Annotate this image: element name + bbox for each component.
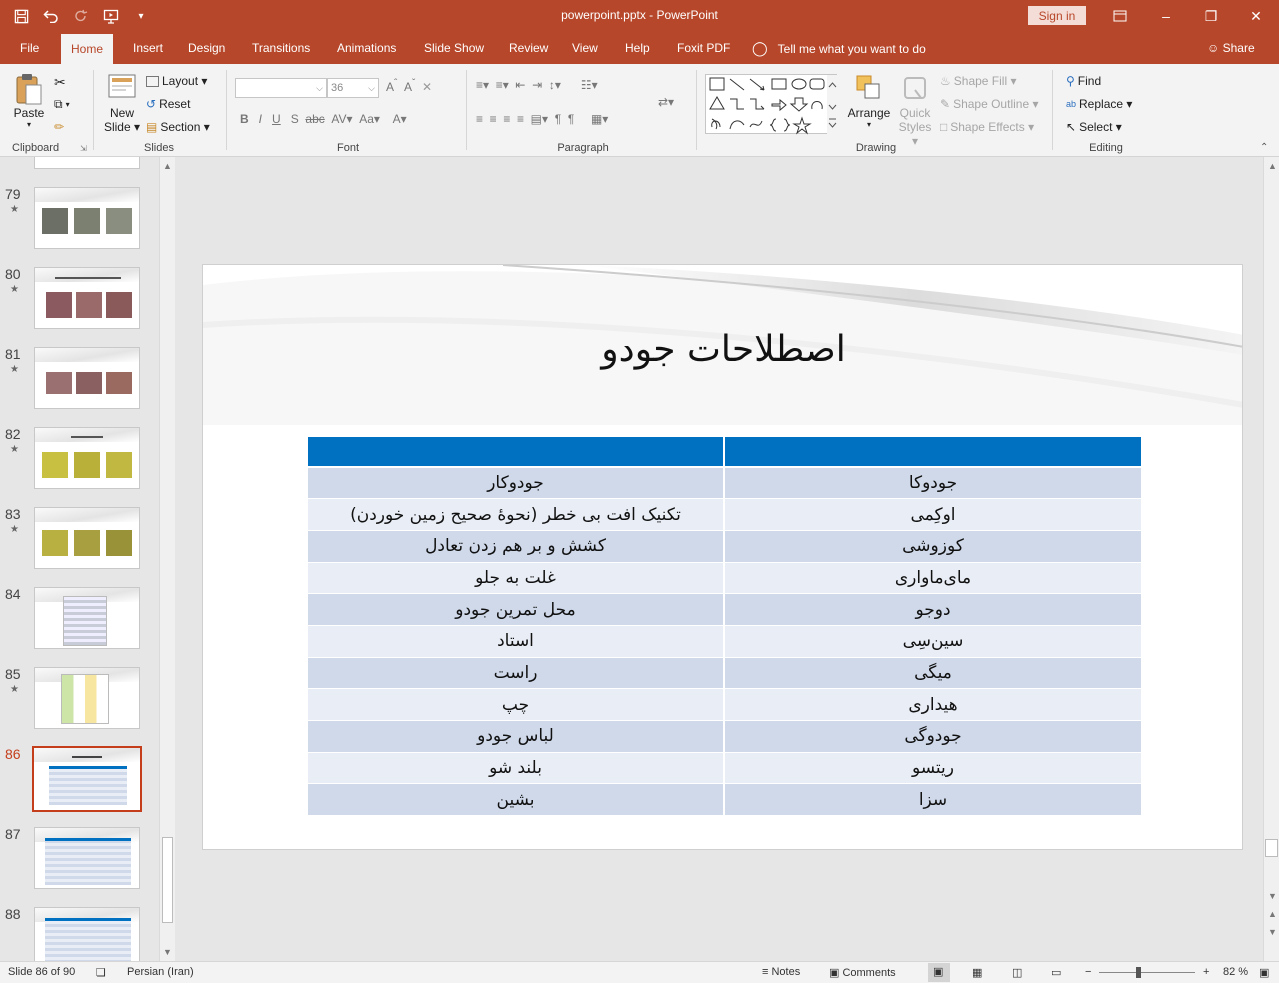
zoom-level[interactable]: 82 % (1223, 966, 1249, 978)
slide-title[interactable]: اصطلاحات جودو (601, 329, 846, 370)
shape-outline-button[interactable] (940, 97, 1038, 111)
normal-view-button[interactable] (928, 963, 950, 982)
restore-button[interactable]: ❐ (1204, 7, 1218, 24)
slide-count: Slide 86 of 90 (8, 966, 76, 978)
search-icon: ⚲ (1066, 74, 1075, 88)
title-bar (0, 0, 1279, 32)
comment-icon: ▣ (829, 967, 843, 979)
drawing-group (700, 68, 1052, 156)
zoom-slider-handle[interactable] (1136, 967, 1141, 978)
tell-me-search[interactable] (752, 32, 926, 64)
slide-thumbnail[interactable] (34, 587, 140, 649)
table-row (307, 657, 1141, 689)
tab-help[interactable]: Help (625, 41, 650, 55)
photo (74, 530, 100, 556)
section-button[interactable] (146, 120, 210, 134)
reset-icon: ↺ (146, 97, 157, 111)
arrange-label: Arrange (847, 106, 891, 120)
lightbulb-icon: ◯ (752, 40, 768, 56)
slide-number: 80 (5, 266, 21, 282)
slides-group-label: Slides (144, 142, 174, 154)
slide-show-view-icon[interactable]: ▭ (1051, 967, 1062, 979)
tab-insert[interactable]: Insert (133, 41, 164, 55)
spell-check-icon[interactable]: ❏ (96, 967, 106, 979)
photo (76, 292, 102, 318)
scroll-up-icon[interactable]: ▲ (163, 161, 172, 171)
paragraph-group-label: Paragraph (557, 142, 609, 154)
photo (106, 452, 132, 478)
alignment-buttons[interactable]: ≡ ≡ ≡ ≡ ▤▾ ¶ ¶ ▦▾ (476, 112, 609, 126)
close-button[interactable]: ✕ (1250, 7, 1262, 24)
ribbon-home (0, 64, 1279, 157)
term-cell[interactable]: سین‌سِی (724, 625, 1141, 657)
status-bar (0, 961, 1279, 983)
layout-button[interactable] (146, 74, 207, 88)
meaning-cell[interactable]: بلند شو (307, 752, 724, 784)
paste-dropdown-icon: ▾ (26, 120, 31, 129)
photo (42, 530, 68, 556)
slide-thumbnail-current[interactable] (32, 746, 142, 812)
language-indicator[interactable]: Persian (Iran) (127, 966, 194, 978)
term-cell[interactable]: جودوکا (724, 467, 1141, 499)
meaning-cell[interactable]: جودوکار (307, 467, 724, 499)
shape-effects-icon: □ (940, 120, 948, 134)
share-label: Share (1222, 41, 1255, 55)
table-row (307, 562, 1141, 594)
comments-button[interactable] (829, 966, 896, 979)
tab-transitions[interactable]: Transitions (252, 41, 311, 55)
notes-button[interactable] (762, 966, 800, 978)
table-row (307, 594, 1141, 626)
editing-group (1056, 68, 1156, 156)
term-cell[interactable]: کوزوشی (724, 530, 1141, 562)
slide-thumbnail[interactable] (34, 347, 140, 409)
sign-in-button[interactable]: Sign in (1028, 6, 1086, 25)
slide-number: 88 (5, 906, 21, 922)
meaning-cell[interactable]: محل تمرین جودو (307, 594, 724, 626)
photo (106, 530, 132, 556)
replace-button[interactable] (1066, 97, 1132, 111)
shape-fill-label: Shape Fill ▾ (953, 74, 1017, 88)
section-label: Section ▾ (160, 120, 210, 134)
photo (46, 372, 72, 394)
select-button[interactable] (1066, 120, 1122, 134)
clipboard-launcher-icon[interactable]: ⇲ (80, 144, 87, 153)
copy-button[interactable]: ⧉ ▾ (54, 97, 70, 111)
new-slide-button[interactable] (102, 72, 142, 134)
scroll-down-icon[interactable]: ▼ (1268, 891, 1277, 901)
zoom-slider-track[interactable] (1099, 972, 1195, 973)
find-button[interactable] (1066, 74, 1101, 88)
replace-icon: ab (1066, 99, 1077, 109)
font-name-combo[interactable]: ⌵ (235, 78, 327, 98)
ribbon-display-options-icon[interactable] (1097, 0, 1143, 32)
quick-styles-button[interactable] (894, 72, 936, 148)
paste-button[interactable] (8, 72, 50, 129)
term-cell[interactable]: جودوگی (724, 721, 1141, 753)
table-header-cell[interactable] (307, 437, 724, 467)
scrollbar-thumb[interactable] (1265, 839, 1278, 857)
shape-outline-label: Shape Outline ▾ (953, 97, 1039, 111)
vertical-scrollbar[interactable] (1263, 157, 1279, 961)
meaning-cell[interactable]: راست (307, 657, 724, 689)
photo (106, 372, 132, 394)
minimize-button[interactable]: – (1162, 8, 1170, 24)
slide-number: 87 (5, 826, 21, 842)
table-row (307, 499, 1141, 531)
reading-view-icon[interactable]: ◫ (1012, 967, 1023, 979)
meaning-cell[interactable]: استاد (307, 625, 724, 657)
new-slide-icon (106, 72, 138, 104)
reset-label: Reset (159, 97, 191, 111)
text-direction-buttons[interactable]: ⇄▾ (658, 95, 675, 109)
pen-icon: ✎ (940, 97, 951, 111)
slides-group (96, 68, 226, 156)
shape-effects-button[interactable] (940, 120, 1034, 134)
quick-styles-icon (899, 72, 931, 104)
slide-thumbnail[interactable] (34, 187, 140, 249)
arrange-button[interactable]: Arrange ▾ (846, 72, 892, 129)
term-cell[interactable]: مای‌ماواری (724, 562, 1141, 594)
animation-star-icon: ★ (10, 284, 19, 295)
slide-number: 79 (5, 186, 21, 202)
font-format-buttons[interactable]: B I U S abc AV▾ Aa▾ A▾ (240, 112, 407, 126)
meaning-cell[interactable]: کشش و بر هم زدن تعادل (307, 530, 724, 562)
table-row (307, 530, 1141, 562)
tab-view[interactable]: View (572, 41, 598, 55)
quick-styles-label-2: Styles ▾ (898, 120, 932, 148)
photo (46, 292, 72, 318)
slide-thumbnail-panel[interactable] (0, 157, 177, 961)
divider (93, 70, 94, 150)
tell-me-label: Tell me what you want to do (777, 42, 926, 56)
paint-bucket-icon: ♨ (940, 74, 951, 88)
term-cell[interactable]: هیداری (724, 689, 1141, 721)
divider (226, 70, 227, 150)
clipboard-group (0, 68, 93, 156)
table-row (307, 467, 1141, 499)
section-icon: ▤ (146, 120, 158, 134)
copy-icon: ⧉ (54, 97, 63, 111)
term-cell[interactable]: سزا (724, 784, 1141, 816)
meaning-cell[interactable]: بشین (307, 784, 724, 816)
tab-review[interactable]: Review (509, 41, 549, 55)
table-row (307, 689, 1141, 721)
slide-thumbnail[interactable] (34, 667, 140, 729)
term-cell[interactable]: ریتسو (724, 752, 1141, 784)
window-title: powerpoint.pptx - PowerPoint (561, 8, 718, 22)
previous-slide-icon[interactable]: ▲ (1268, 909, 1277, 919)
scroll-up-icon[interactable]: ▲ (1268, 161, 1277, 171)
ribbon-tabs (0, 32, 1279, 64)
slide-number: 81 (5, 346, 21, 362)
photo (42, 452, 68, 478)
animation-star-icon: ★ (10, 204, 19, 215)
clipboard-group-label: Clipboard (12, 142, 60, 154)
paragraph-group (470, 68, 696, 156)
slide-sorter-view-icon[interactable]: ▦ (972, 967, 983, 979)
slide-thumbnail[interactable] (34, 507, 140, 569)
replace-label: Replace ▾ (1079, 97, 1133, 111)
collapse-ribbon-icon[interactable]: ⌃ (1260, 142, 1269, 153)
font-group (230, 68, 466, 156)
animation-star-icon: ★ (10, 364, 19, 375)
animation-star-icon: ★ (10, 524, 19, 535)
normal-view-icon: ▣ (933, 966, 944, 978)
format-painter-button[interactable] (54, 120, 64, 134)
slide-number: 86 (5, 746, 21, 762)
meaning-cell[interactable]: چپ (307, 689, 724, 721)
table-row (307, 721, 1141, 753)
slide-number: 82 (5, 426, 21, 442)
slide-thumbnail[interactable] (34, 157, 140, 169)
find-label: Find (1077, 74, 1102, 88)
slide-thumbnail[interactable] (34, 427, 140, 489)
quick-styles-label: Quick (899, 106, 931, 120)
clipboard-icon (13, 72, 45, 104)
reset-button[interactable] (146, 97, 190, 111)
tab-design[interactable]: Design (188, 41, 226, 55)
slide-thumbnail[interactable] (34, 827, 140, 889)
photo (76, 372, 102, 394)
tab-foxit-pdf[interactable]: Foxit PDF (677, 41, 731, 55)
scrollbar-thumb[interactable] (162, 837, 173, 923)
tab-slide-show[interactable]: Slide Show (424, 41, 485, 55)
slide-number: 84 (5, 586, 21, 602)
new-slide-label: New (109, 106, 134, 120)
photo (106, 292, 132, 318)
divider (1052, 70, 1053, 150)
divider (696, 70, 697, 150)
scroll-down-icon[interactable]: ▼ (163, 947, 172, 957)
meaning-cell[interactable]: لباس جودو (307, 721, 724, 753)
table-header-cell[interactable] (724, 437, 1141, 467)
term-cell[interactable]: اوکِمی (724, 499, 1141, 531)
paste-label: Paste (13, 106, 45, 120)
arrange-icon (853, 72, 885, 104)
person-icon: ☺ (1207, 41, 1223, 55)
font-size-combo[interactable]: 36 ⌵ (327, 78, 379, 98)
slide-thumbnail[interactable] (34, 267, 140, 329)
shape-fill-button[interactable] (940, 74, 1016, 88)
scissors-icon: ✂ (54, 74, 66, 90)
animation-star-icon: ★ (10, 444, 19, 455)
paintbrush-icon: ✏ (54, 120, 65, 134)
fit-slide-icon[interactable]: ▣ (1259, 967, 1270, 979)
photo (74, 208, 100, 234)
table-row (307, 752, 1141, 784)
terms-table[interactable] (306, 437, 1141, 816)
list-buttons[interactable]: ≡▾ ≡▾ ⇤ ⇥ ↕▾ ☷▾ (476, 78, 598, 92)
zoom-out-button[interactable]: − (1085, 966, 1092, 978)
cursor-icon: ↖ (1066, 120, 1077, 134)
table-row (307, 625, 1141, 657)
font-size-value: 36 (331, 82, 344, 94)
font-group-label: Font (336, 142, 359, 154)
comments-label: Comments (842, 967, 896, 979)
shapes-gallery[interactable] (705, 74, 837, 134)
photo (74, 452, 100, 478)
photo (106, 208, 132, 234)
editing-group-label: Editing (1089, 142, 1123, 154)
slide-thumbnail[interactable] (34, 907, 140, 961)
layout-label: Layout ▾ (162, 74, 208, 88)
slide-number: 83 (5, 506, 21, 522)
current-slide[interactable] (202, 264, 1243, 850)
term-cell[interactable]: دوجو (724, 594, 1141, 626)
notes-icon: ≡ (762, 966, 772, 978)
tab-home[interactable]: Home (61, 34, 113, 64)
photo (42, 208, 68, 234)
share-button[interactable] (1207, 32, 1255, 64)
notes-label: Notes (771, 966, 801, 978)
tab-animations[interactable]: Animations (337, 41, 397, 55)
new-slide-label-2: Slide ▾ (103, 120, 141, 134)
table-header-row (307, 437, 1141, 467)
zoom-in-button[interactable]: + (1203, 966, 1210, 978)
meaning-cell[interactable]: غلت به جلو (307, 562, 724, 594)
meaning-cell[interactable]: تکنیک افت بی خطر (نحوهٔ صحیح زمین خوردن) (307, 499, 724, 531)
table-row (307, 784, 1141, 816)
animation-star-icon: ★ (10, 684, 19, 695)
customize-toolbar-icon[interactable]: ▾ (138, 10, 144, 22)
divider (466, 70, 467, 150)
select-label: Select ▾ (1079, 120, 1122, 134)
layout-icon (146, 76, 159, 87)
font-size-buttons[interactable]: $A^ˆ$ $A^ˇ$ ✕ (386, 78, 433, 94)
thumbnail-scrollbar[interactable] (159, 157, 175, 961)
next-slide-icon[interactable]: ▼ (1268, 927, 1277, 937)
drawing-group-label: Drawing (855, 142, 897, 154)
term-cell[interactable]: میگی (724, 657, 1141, 689)
cut-button[interactable] (54, 74, 66, 91)
tab-file[interactable]: File (20, 41, 40, 55)
slide-number: 85 (5, 666, 21, 682)
shape-effects-label: Shape Effects ▾ (950, 120, 1035, 134)
